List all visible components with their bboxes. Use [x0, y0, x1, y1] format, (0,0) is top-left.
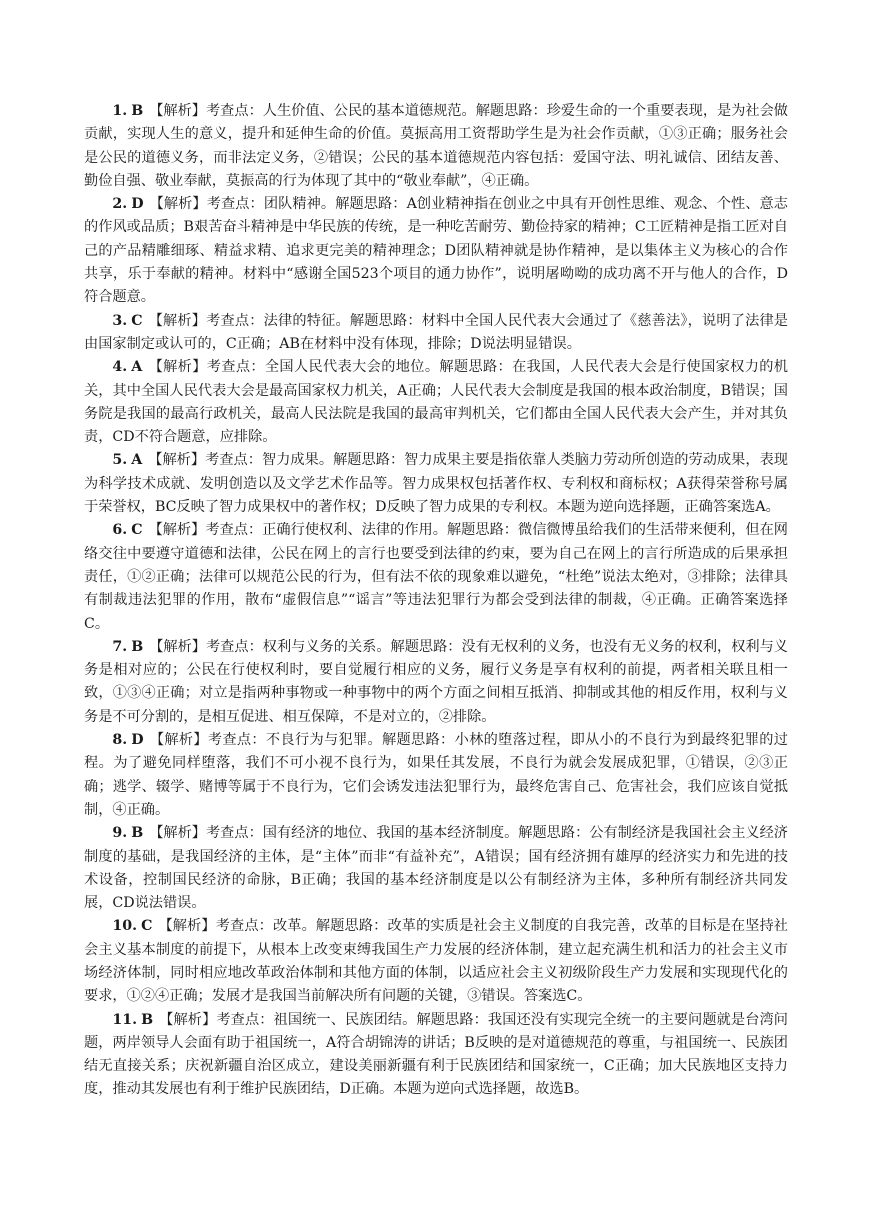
item-explanation: 【解析】考查点：团队精神。解题思路：A创业精神指在创业之中具有开创性思维、观念、个性、意志的作风或品质；B艰苦奋斗精神是中华民族的传统，是一种吃苦耐劳、勤俭持家的精神；C工匠精神是指工匠对自己的产品精雕细琢、精益求精、追求更完美的精神理念；D团队精神就是协作精神，是以集体主义为核心的合作共享，乐于奉献的精神。材料中“感谢全国523个项目的通力协作”，说明屠呦呦的成功离不开与他人的合作，D符合题意。 [84, 196, 788, 306]
answer-item-1 [84, 100, 788, 193]
answer-item-2 [84, 193, 788, 309]
answer-item-3 [84, 310, 788, 357]
item-explanation: 【解析】考查点：人生价值、公民的基本道德规范。解题思路：珍爱生命的一个重要表现，是为社会做贡献，实现人生的意义，提升和延伸生命的价值。莫振高用工资帮助学生是为社会作贡献，①③正确；服务社会是公民的道德义务，而非法定义务，②错误；公民的基本道德规范内容包括：爱国守法、明礼诚信、团结友善、勤俭自强、敬业奉献，莫振高的行为体现了其中的“敬业奉献”，④正确。 [84, 103, 788, 189]
item-answer: C [141, 918, 153, 935]
answer-item-7 [84, 636, 788, 729]
answer-item-4 [84, 356, 788, 449]
item-answer: C [131, 522, 143, 539]
item-answer: D [131, 196, 144, 213]
item-number: 5. [112, 452, 128, 469]
item-number: 6. [112, 522, 128, 539]
item-answer: A [131, 359, 143, 376]
item-number: 7. [112, 638, 128, 655]
item-explanation: 【解析】考查点：国有经济的地位、我国的基本经济制度。解题思路：公有制经济是我国社会主义经济制度的基础，是我国经济的主体，是“主体”而非“有益补充”，A错误；国有经济拥有雄厚的经济实力和先进的技术设备，控制国民经济的命脉，B正确；我国的基本经济制度是以公有制经济为主体，多种所有制经济共同发展，CD说法错误。 [84, 825, 788, 912]
item-answer: D [131, 732, 144, 749]
item-explanation: 【解析】考查点：权利与义务的关系。解题思路：没有无权利的义务，也没有无义务的权利，权利与义务是相对应的；公民在行使权利时，要自觉履行相应的义务，履行义务是享有权利的前提，两者相关联且相一致，①③④正确；对立是指两种事物或一种事物中的两个方面之间相互抵消、抑制或其他的相反作用，权利与义务是不可分割的，是相互促进、相互保障，不是对立的，②排除。 [84, 638, 788, 725]
answer-item-6 [84, 519, 788, 635]
item-number: 11. [112, 1011, 138, 1028]
item-explanation: 【解析】考查点：全国人民代表大会的地位。解题思路：在我国，人民代表大会是行使国家权力的机关，其中全国人民代表大会是最高国家权力机关，A正确；人民代表大会制度是我国的根本政治制度，B错误；国务院是我国的最高行政机关，最高人民法院是我国的最高审判机关，它们都由全国人民代表大会产生，并对其负责，CD不符合题意，应排除。 [84, 359, 788, 446]
item-answer: B [131, 638, 144, 655]
answer-item-8 [84, 729, 788, 822]
item-answer: C [131, 312, 143, 329]
answer-item-11 [84, 1009, 788, 1102]
item-explanation: 【解析】考查点：智力成果。解题思路：智力成果主要是指依靠人类脑力劳动所创造的劳动成果，表现为科学技术成就、发明创造以及文学艺术作品等。智力成果权包括著作权、专利权和商标权；A获得荣誉称号属于荣誉权，BC反映了智力成果权中的著作权；D反映了智力成果的专利权。本题为逆向选择题，正确答案选A。 [84, 452, 788, 516]
item-explanation: 【解析】考查点：不良行为与犯罪。解题思路：小林的堕落过程，即从小的不良行为到最终犯罪的过程。为了避免同样堕落，我们不可小视不良行为，如果任其发展，不良行为就会发展成犯罪，①错误，②③正确；逃学、辍学、赌博等属于不良行为，它们会诱发违法犯罪行为，最终危害自己、危害社会，我们应该自觉抵制，④正确。 [84, 732, 788, 818]
item-answer: A [131, 452, 143, 469]
item-answer: B [141, 1011, 154, 1028]
item-answer: B [131, 825, 144, 842]
item-number: 3. [112, 312, 128, 329]
item-answer: B [131, 103, 144, 119]
answer-item-9 [84, 822, 788, 915]
item-number: 9. [112, 825, 128, 842]
item-explanation: 【解析】考查点：正确行使权利、法律的作用。解题思路：微信微博虽给我们的生活带来便利，但在网络交往中要遵守道德和法律，公民在网上的言行也要受到法律的约束，要为自己在网上的言行所造成的后果承担责任，①②正确；法律可以规范公民的行为，但有法不依的现象难以避免，“杜绝”说法太绝对，③排除；法律具有制裁违法犯罪的作用，散布“虚假信息”“谣言”等违法犯罪行为都会受到法律的制裁，④正确。正确答案选择C。 [84, 522, 788, 632]
item-explanation: 【解析】考查点：祖国统一、民族团结。解题思路：我国还没有实现完全统一的主要问题就是台湾问题，两岸领导人会面有助于祖国统一，A符合胡锦涛的讲话；B反映的是对道德规范的尊重，与祖国统一、民族团结无直接关系；庆祝新疆自治区成立，建设美丽新疆有利于民族团结和国家统一，C正确；加大民族地区支持力度，推动其发展也有利于维护民族团结，D正确。本题为逆向式选择题，故选B。 [84, 1011, 788, 1098]
item-number: 8. [112, 732, 128, 749]
answer-item-10 [84, 915, 788, 1008]
item-number: 10. [112, 918, 138, 935]
item-number: 1. [112, 103, 128, 119]
item-explanation: 【解析】考查点：改革。解题思路：改革的实质是社会主义制度的自我完善，改革的目标是在坚持社会主义基本制度的前提下，从根本上改变束缚我国生产力发展的经济体制，建立起充满生机和活力的社会主义市场经济体制，同时相应地改革政治体制和其他方面的体制，以适应社会主义初级阶段生产力发展和实现现代化的要求，①②④正确；发展才是我国当前解决所有问题的关键，③错误。答案选C。 [84, 918, 788, 1005]
answer-explanations [84, 100, 788, 1102]
item-number: 2. [112, 196, 128, 213]
item-explanation: 【解析】考查点：法律的特征。解题思路：材料中全国人民代表大会通过了《慈善法》，说明了法律是由国家制定或认可的，C正确；AB在材料中没有体现，排除；D说法明显错误。 [84, 312, 788, 352]
answer-item-5 [84, 449, 788, 519]
item-number: 4. [112, 359, 128, 376]
